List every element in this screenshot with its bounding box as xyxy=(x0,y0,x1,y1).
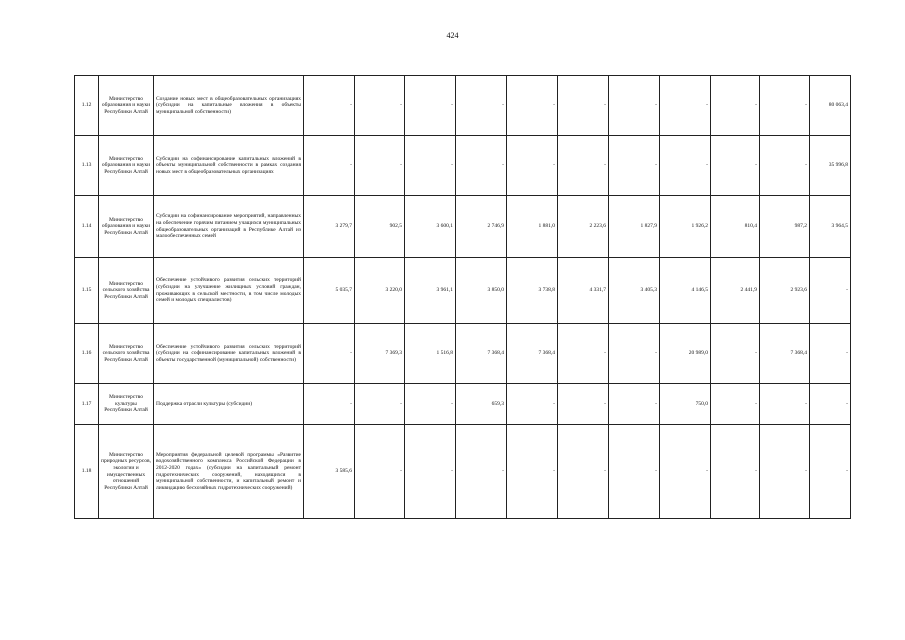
value-cell: - xyxy=(711,76,760,136)
value-cell: 1 827,9 xyxy=(609,196,660,258)
value-cell: - xyxy=(711,136,760,196)
description-cell: Обеспечение устойчивого развития сельских территорий (субсидии на улучшение жилищных условий граждан, проживающих в сельской местности, в том числе молодых семей и молодых специалистов) xyxy=(154,258,304,324)
value-cell: - xyxy=(810,425,851,519)
value-cell: 3 850,0 xyxy=(456,258,507,324)
value-cell: - xyxy=(558,425,609,519)
value-cell: - xyxy=(456,136,507,196)
value-cell: - xyxy=(456,425,507,519)
organization-cell: Министерство образования и науки Республики Алтай xyxy=(99,196,154,258)
value-cell: 7 369,3 xyxy=(355,324,405,384)
value-cell: - xyxy=(405,136,456,196)
table-row xyxy=(75,425,851,519)
value-cell: 2 223,6 xyxy=(558,196,609,258)
organization-cell: Министерство природных ресурсов, экологии и имущественных отношений Республики Алтай xyxy=(99,425,154,519)
description-cell: Поддержка отрасли культуры (субсидии) xyxy=(154,384,304,425)
value-cell: 2 746,9 xyxy=(456,196,507,258)
value-cell: - xyxy=(558,76,609,136)
description-cell: Мероприятия федеральной целевой программы «Развитие водохозяйственного комплекса Российской Федерации в 2012-2020 годах» (субсидии на капитальный ремонт гидротехнических сооружений, находящихся в муниципальной собственности, и капитальный ремонт и ликвидацию бесхозяйных гидротехнических сооружений) xyxy=(154,425,304,519)
value-cell: - xyxy=(456,76,507,136)
value-cell: 659,3 xyxy=(456,384,507,425)
value-cell: - xyxy=(711,324,760,384)
value-cell: 5 035,7 xyxy=(304,258,355,324)
value-cell: - xyxy=(558,136,609,196)
value-cell: - xyxy=(660,76,711,136)
value-cell: - xyxy=(711,425,760,519)
value-cell: - xyxy=(660,425,711,519)
value-cell: 3 738,8 xyxy=(507,258,558,324)
value-cell: - xyxy=(609,324,660,384)
value-cell: 3 600,1 xyxy=(405,196,456,258)
description-cell: Субсидии на софинансирование мероприятий, направленных на обеспечение горячим питанием учащихся муниципальных общеобразовательных организаций в Республике Алтай из малообеспеченных семей xyxy=(154,196,304,258)
organization-cell: Министерство культуры Республики Алтай xyxy=(99,384,154,425)
value-cell: 2 441,9 xyxy=(711,258,760,324)
row-number: 1.15 xyxy=(75,258,99,324)
value-cell: 7 368,4 xyxy=(456,324,507,384)
value-cell: - xyxy=(304,76,355,136)
value-cell: - xyxy=(355,76,405,136)
value-cell: - xyxy=(711,384,760,425)
value-cell: - xyxy=(507,384,558,425)
value-cell: - xyxy=(507,136,558,196)
value-cell: - xyxy=(558,324,609,384)
description-cell: Создание новых мест в общеобразовательных организациях (субсидии на капитальные вложения в объекты муниципальной собственности) xyxy=(154,76,304,136)
value-cell: 1 926,2 xyxy=(660,196,711,258)
table-row xyxy=(75,136,851,196)
value-cell: - xyxy=(760,384,810,425)
table-row xyxy=(75,76,851,136)
value-cell: - xyxy=(810,324,851,384)
value-cell: - xyxy=(355,425,405,519)
value-cell: 3 405,3 xyxy=(609,258,660,324)
value-cell: 1 516,8 xyxy=(405,324,456,384)
value-cell: 4 331,7 xyxy=(558,258,609,324)
row-number: 1.12 xyxy=(75,76,99,136)
budget-table xyxy=(74,75,851,519)
value-cell: - xyxy=(760,136,810,196)
value-cell: 7 368,4 xyxy=(507,324,558,384)
value-cell: - xyxy=(810,384,851,425)
value-cell: - xyxy=(405,76,456,136)
organization-cell: Министерство сельского хозяйства Республики Алтай xyxy=(99,324,154,384)
value-cell: 3 585,6 xyxy=(304,425,355,519)
value-cell: 4 146,5 xyxy=(660,258,711,324)
table-body xyxy=(75,76,851,519)
value-cell: 3 964,5 xyxy=(810,196,851,258)
value-cell: 3 961,1 xyxy=(405,258,456,324)
row-number: 1.17 xyxy=(75,384,99,425)
row-number: 1.18 xyxy=(75,425,99,519)
value-cell: - xyxy=(609,384,660,425)
table-row xyxy=(75,324,851,384)
value-cell: 3 279,7 xyxy=(304,196,355,258)
value-cell: 7 368,4 xyxy=(760,324,810,384)
value-cell: - xyxy=(609,76,660,136)
value-cell: - xyxy=(405,425,456,519)
value-cell: - xyxy=(760,425,810,519)
value-cell: 810,4 xyxy=(711,196,760,258)
value-cell: - xyxy=(660,136,711,196)
value-cell: - xyxy=(810,258,851,324)
organization-cell: Министерство образования и науки Республики Алтай xyxy=(99,76,154,136)
description-cell: Обеспечение устойчивого развития сельских территорий (субсидии на софинансирование капитальных вложений в объекты государственной (муниципальной) собственности) xyxy=(154,324,304,384)
value-cell: 3 220,0 xyxy=(355,258,405,324)
row-number: 1.13 xyxy=(75,136,99,196)
table-row xyxy=(75,258,851,324)
value-cell: - xyxy=(507,425,558,519)
value-cell: - xyxy=(507,76,558,136)
description-cell: Субсидии на софинансирование капитальных вложений в объекты муниципальной собственности в рамках создания новых мест в общеобразовательных организациях xyxy=(154,136,304,196)
row-number: 1.16 xyxy=(75,324,99,384)
value-cell: - xyxy=(609,425,660,519)
value-cell: 35 996,8 xyxy=(810,136,851,196)
value-cell: 2 923,6 xyxy=(760,258,810,324)
value-cell: - xyxy=(304,324,355,384)
page-number: 424 xyxy=(446,31,459,40)
value-cell: - xyxy=(355,384,405,425)
table-row xyxy=(75,196,851,258)
value-cell: 902,5 xyxy=(355,196,405,258)
value-cell: 80 063,4 xyxy=(810,76,851,136)
value-cell: - xyxy=(760,76,810,136)
value-cell: - xyxy=(405,384,456,425)
value-cell: - xyxy=(304,384,355,425)
value-cell: - xyxy=(609,136,660,196)
value-cell: - xyxy=(304,136,355,196)
table-row xyxy=(75,384,851,425)
value-cell: 987,2 xyxy=(760,196,810,258)
value-cell: - xyxy=(558,384,609,425)
value-cell: 20 989,0 xyxy=(660,324,711,384)
row-number: 1.14 xyxy=(75,196,99,258)
organization-cell: Министерство сельского хозяйства Республики Алтай xyxy=(99,258,154,324)
value-cell: - xyxy=(355,136,405,196)
organization-cell: Министерство образования и науки Республики Алтай xyxy=(99,136,154,196)
value-cell: 1 881,0 xyxy=(507,196,558,258)
value-cell: 750,0 xyxy=(660,384,711,425)
